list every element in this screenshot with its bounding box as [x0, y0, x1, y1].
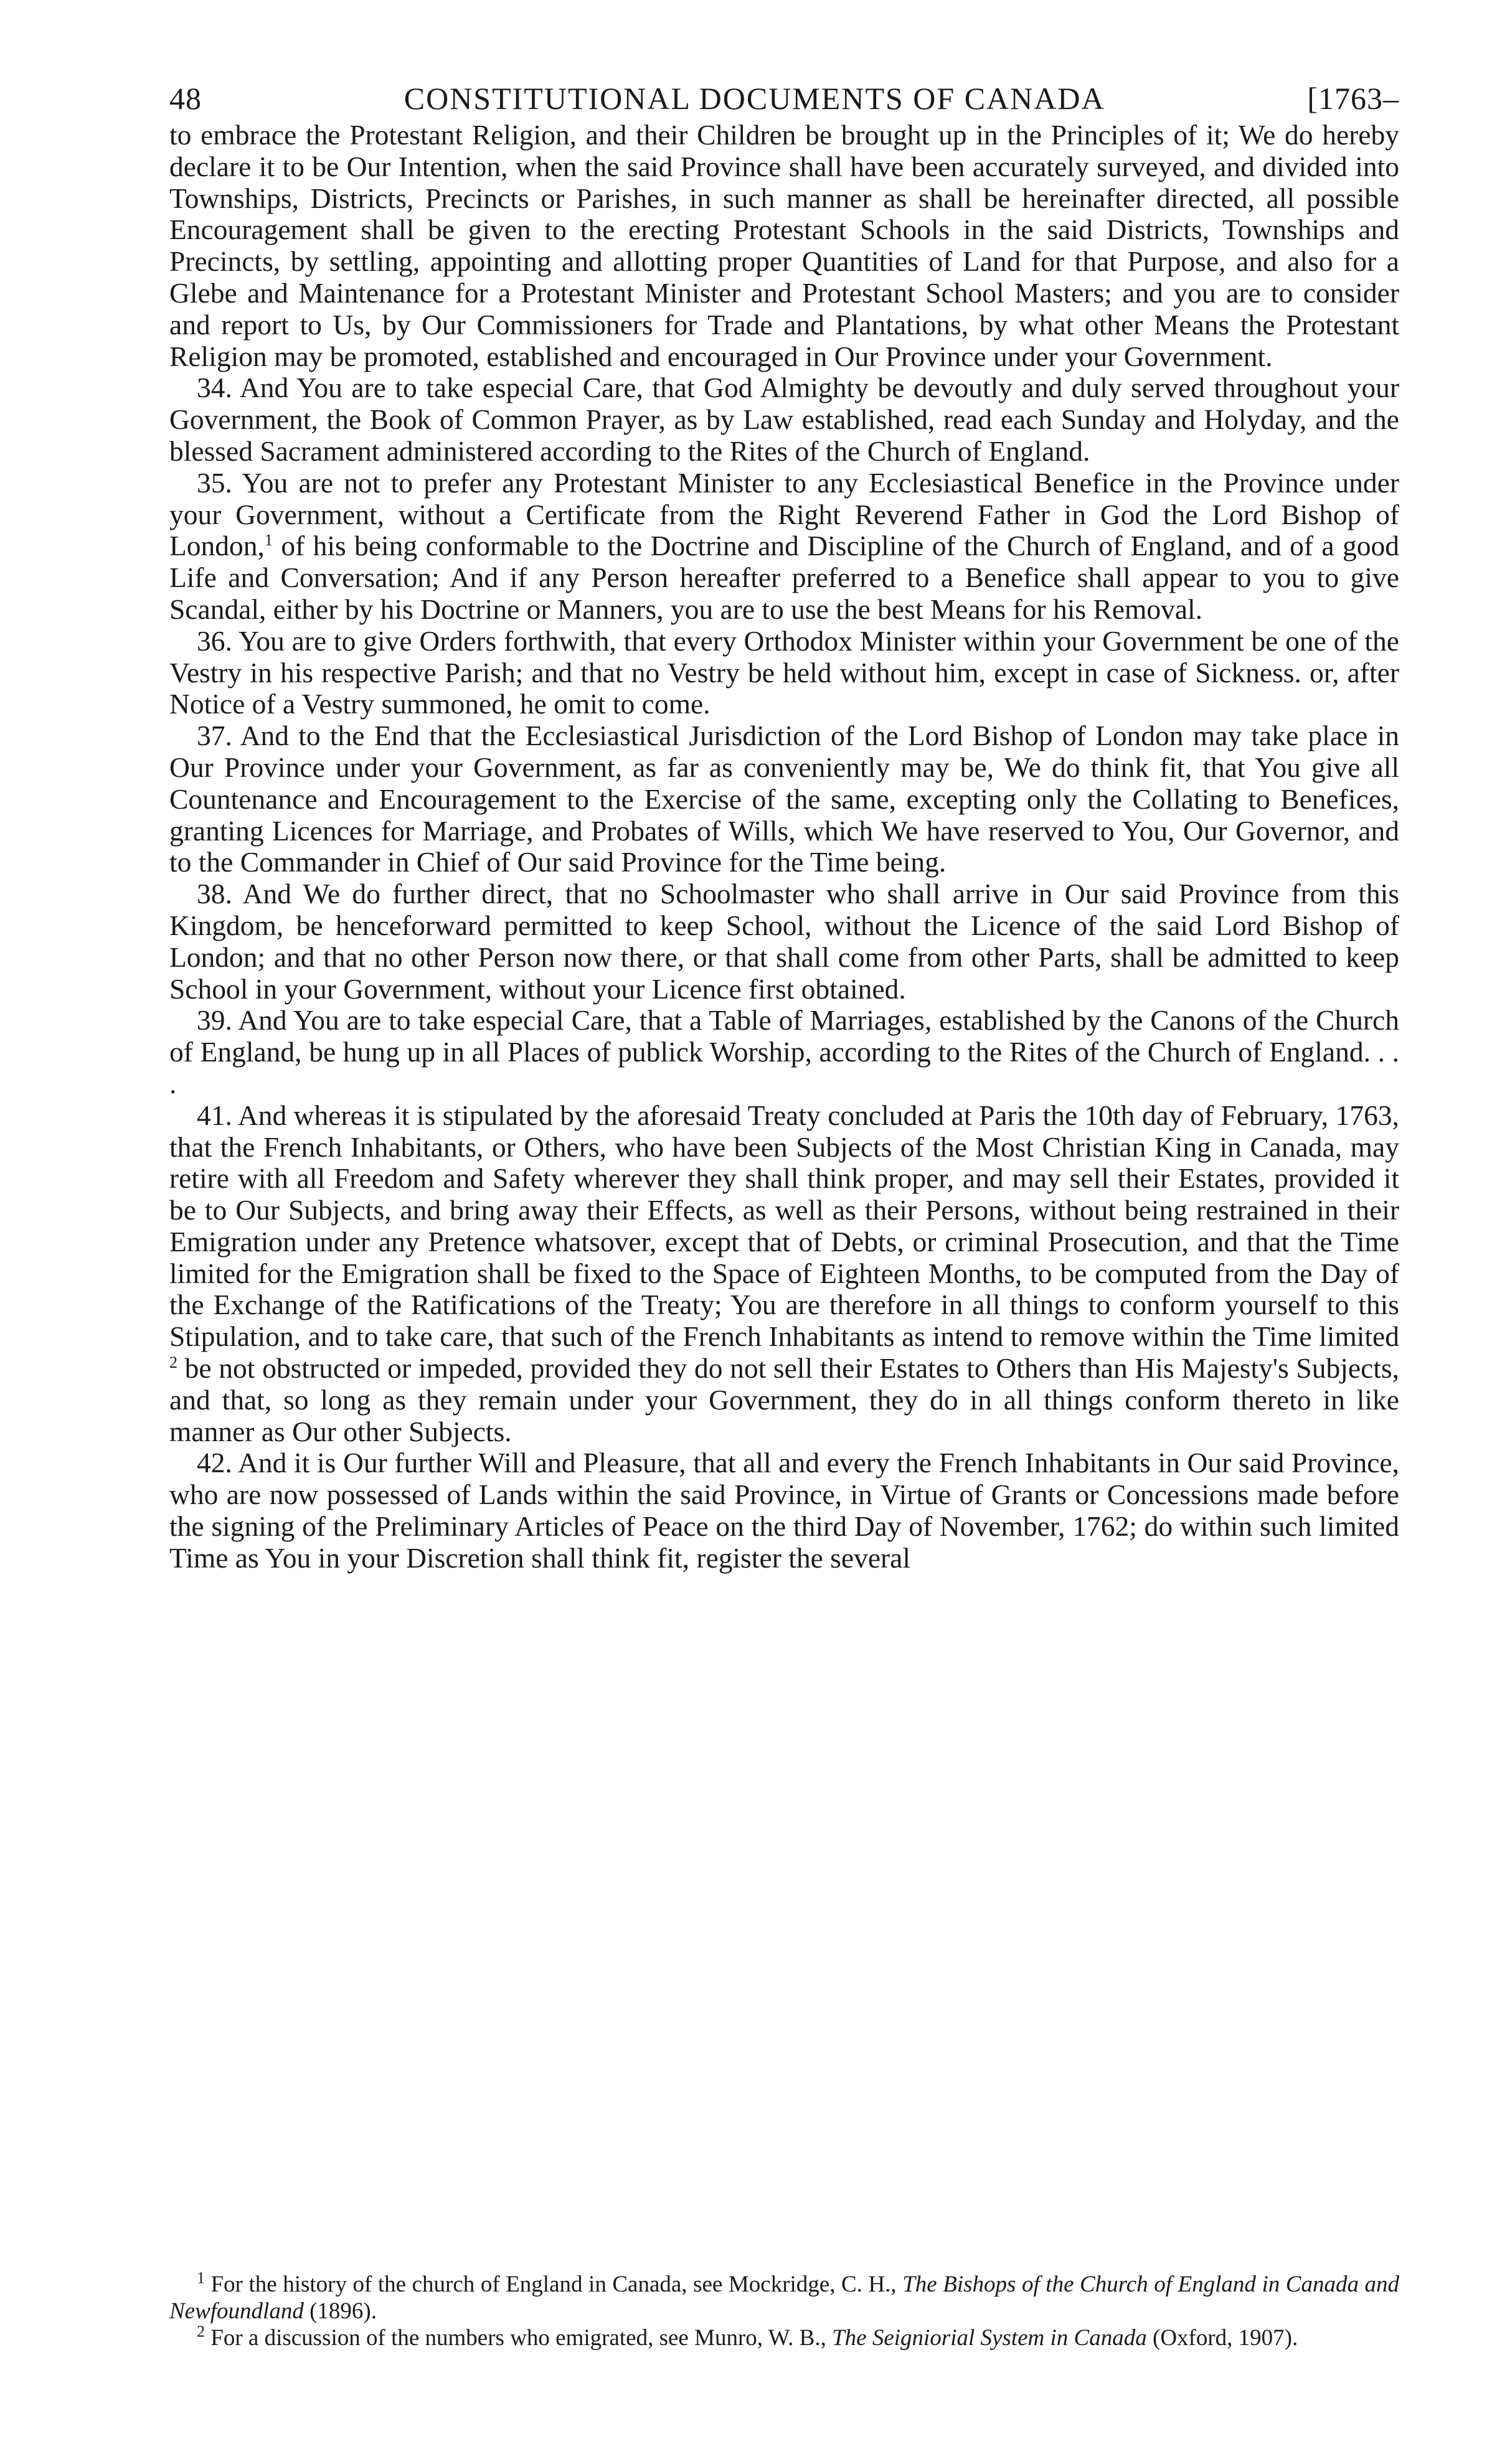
paragraph-text: 35. You are not to prefer any Protestant Minister to any Ecclesiastical Benefice in the Province under your Government, without a Certificate from the Right Reverend Father in God the Lord Bishop of London, — [169, 466, 1399, 562]
paragraph-34 — [169, 372, 1399, 467]
footnote-ref[interactable]: 1 — [264, 531, 273, 550]
paragraph-42 — [169, 1447, 1399, 1574]
paragraph-continuation — [169, 120, 1399, 372]
footnote-ref[interactable]: 2 — [169, 1353, 177, 1371]
paragraph-38 — [169, 878, 1399, 1005]
footnote-text: For the history of the church of England in Canada, see Mockridge, C. H., — [205, 2272, 903, 2297]
paragraph-text: 38. And We do further direct, that no Schoolmaster who shall arrive in Our said Province from this Kingdom, be henceforward permitted to keep School, without the Licence of the said Lord Bishop of London; and that no other Person now there, or that shall come from other Parts, shall be admitted to keep School in your Government, without your Licence first obtained. — [169, 878, 1399, 1005]
footnote-title: The Bishops of the Church of England in Canada and Newfoundland — [169, 2272, 1399, 2324]
paragraph-41 — [169, 1100, 1399, 1448]
paragraph-text: 41. And whereas it is stipulated by the aforesaid Treaty concluded at Paris the 10th day of February, 1763, that the French Inhabitants, or Others, who have been Subjects of the Most Christian King in Canada, may retire with all Freedom and Safety wherever they shall think proper, and may sell their Estates, provided it be to Our Subjects, and bring away their Effects, as well as their Persons, without being restrained in their Emigration under any Pretence whatsover, except that of Debts, or criminal Prosecution, and that the Time limited for the Emigration shall be fixed to the Space of Eighteen Months, to be computed from the Day of the Exchange of the Ratifications of the Treaty; You are therefore in all things to conform yourself to this Stipulation, and to take care, that such of the French Inhabitants as intend to remove within the Time limited — [169, 1099, 1399, 1353]
body-text — [169, 120, 1399, 1574]
footnote-mark: 1 — [197, 2269, 205, 2287]
paragraph-35 — [169, 468, 1399, 626]
paragraph-text: 39. And You are to take especial Care, that a Table of Marriages, established by the Canons of the Church of England, be hung up in all Places of publick Worship, according to the Rites of the Church of England. . . . — [169, 1004, 1399, 1099]
page — [169, 80, 1399, 1574]
running-title: CONSTITUTIONAL DOCUMENTS OF CANADA — [404, 81, 1105, 116]
footnote-text: (Oxford, 1907). — [1146, 2325, 1298, 2351]
paragraph-text: of his being conformable to the Doctrine and Discipline of the Church of England, and of a good Life and Conversation; And if any Person hereafter preferred to a Benefice shall appear to you to give Scandal, either by his Doctrine or Manners, you are to use the best Means for his Removal. — [169, 530, 1399, 625]
paragraph-text: to embrace the Protestant Religion, and their Children be brought up in the Principles of it; We do hereby declare it to be Our Intention, when the said Province shall have been accurately surveyed, and divided into Townships, Districts, Precincts or Parishes, in such manner as shall be hereinafter directed, all possible Encouragement shall be given to the erecting Protestant Schools in the said Districts, Townships and Precincts, by settling, appointing and allotting proper Quantities of Land for that Purpose, and also for a Glebe and Maintenance for a Protestant Minister and Protestant School Masters; and you are to consider and report to Us, by Our Commissioners for Trade and Plantations, by what other Means the Protestant Religion may be promoted, established and encouraged in Our Province under your Government. — [169, 119, 1399, 372]
footnote-1 — [169, 2271, 1399, 2325]
paragraph-39 — [169, 1005, 1399, 1099]
footnote-title: The Seigniorial System in Canada — [832, 2325, 1147, 2351]
paragraph-text: 34. And You are to take especial Care, that God Almighty be devoutly and duly served throughout your Government, the Book of Common Prayer, as by Law established, read each Sunday and Holyday, and the blessed Sacrament administered according to the Rites of the Church of England. — [169, 372, 1399, 467]
footnotes — [169, 2271, 1399, 2351]
paragraph-36 — [169, 626, 1399, 720]
page-number: 48 — [169, 81, 202, 116]
footnote-mark: 2 — [197, 2322, 205, 2341]
paragraph-text: be not obstructed or impeded, provided they do not sell their Estates to Others than His Majesty's Subjects, and that, so long as they remain under your Government, they do in all things conform thereto in like manner as Our other Subjects. — [169, 1352, 1399, 1447]
footnote-2 — [169, 2322, 1399, 2351]
paragraph-text: 42. And it is Our further Will and Pleasure, that all and every the French Inhabitants in Our said Province, who are now possessed of Lands within the said Province, in Virtue of Grants or Concessions made before the signing of the Preliminary Articles of Peace on the third Day of November, 1762; do within such limited Time as You in your Discretion shall think fit, register the several — [169, 1447, 1399, 1574]
paragraph-text: 37. And to the End that the Ecclesiastical Jurisdiction of the Lord Bishop of London may take place in Our Province under your Government, as far as conveniently may be, We do think fit, that You give all Countenance and Encouragement to the Exercise of the same, excepting only the Collating to Benefices, granting Licences for Marriage, and Probates of Wills, which We have reserved to You, Our Governor, and to the Commander in Chief of Our said Province for the Time being. — [169, 720, 1399, 878]
running-head — [169, 80, 1399, 117]
footnote-text: (1896). — [303, 2298, 377, 2324]
paragraph-text: 36. You are to give Orders forthwith, that every Orthodox Minister within your Government be one of the Vestry in his respective Parish; and that no Vestry be held without him, except in case of Sickness. or, after Notice of a Vestry summoned, he omit to come. — [169, 624, 1399, 720]
footnote-text: For a discussion of the numbers who emigrated, see Munro, W. B., — [205, 2325, 833, 2351]
year-range: [1763– — [1307, 81, 1399, 116]
paragraph-37 — [169, 720, 1399, 878]
